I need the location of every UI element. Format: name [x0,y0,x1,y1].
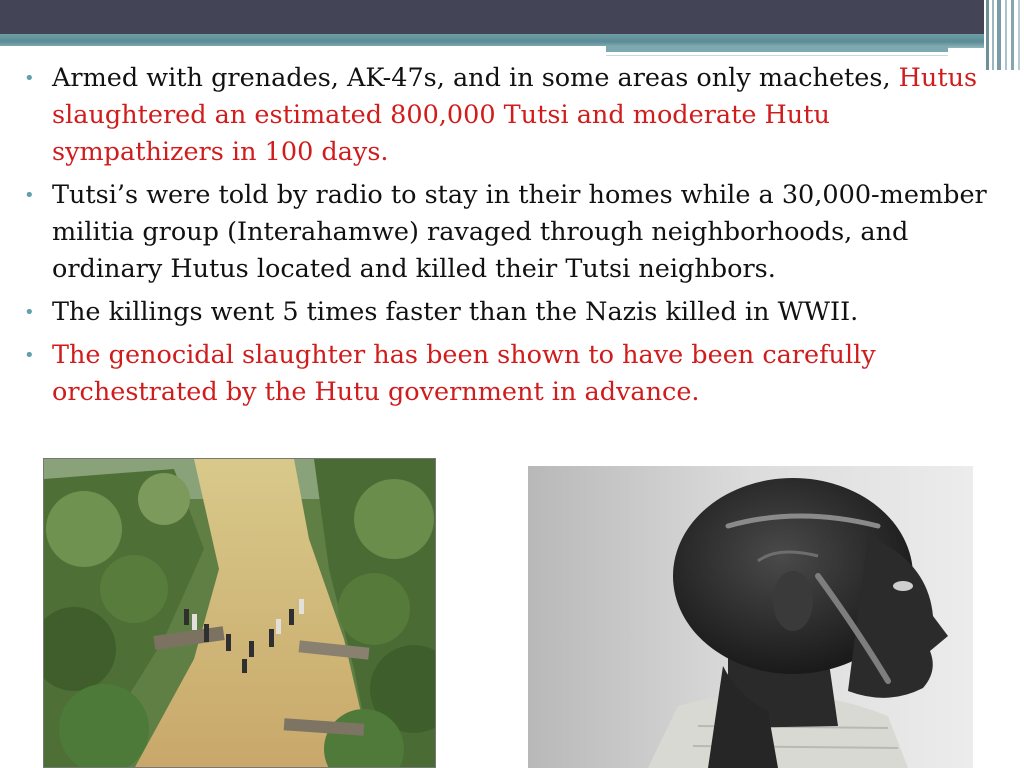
bullet-item-3 [24,294,994,331]
bullet-3-text: The killings went 5 times faster than the Nazis killed in WWII. [52,297,859,327]
bullet-1-emphasis: Hutus slaughtered an estimated 800,000 Tutsi and moderate Hutu sympathizers in 100 days. [52,63,978,167]
road-photo [43,458,436,768]
bullet-1-text: Armed with grenades, AK-47s, and in some areas only machetes, [52,63,899,93]
bullet-list [24,60,994,417]
portrait-photo [528,466,973,768]
bullet-dot-icon: • [24,185,35,206]
bullet-2-text: Tutsi’s were told by radio to stay in their homes while a 30,000-member militia group (Interahamwe) ravaged through neighborhoods, and ordinary Hutus located and killed their Tutsi neighbors. [52,180,987,284]
bullet-item-1 [24,60,994,171]
road-photo-illustration [44,459,436,768]
bullet-item-2 [24,177,994,288]
bullet-dot-icon: • [24,345,35,366]
header-dark-band [0,0,1024,34]
bullet-dot-icon: • [24,68,35,89]
bullet-dot-icon: • [24,302,35,323]
header-white-strip-left [0,46,606,49]
header-white-strip-right [606,52,948,56]
bullet-item-4 [24,337,994,411]
bullet-4-text: The genocidal slaughter has been shown to have been carefully orchestrated by the Hutu government in advance. [52,340,876,407]
portrait-photo-illustration [528,466,973,768]
